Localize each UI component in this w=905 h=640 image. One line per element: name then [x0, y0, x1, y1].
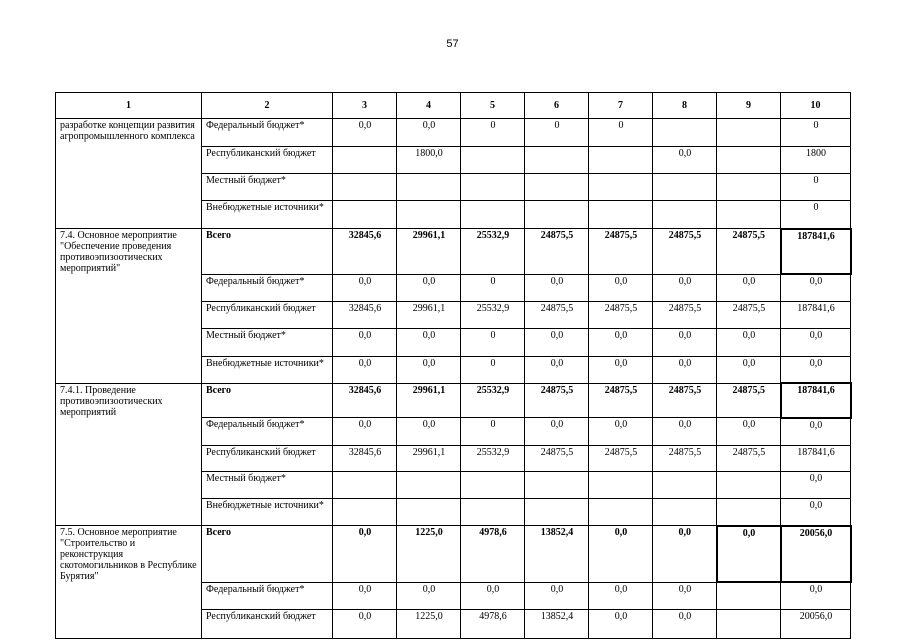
- value-cell: [333, 147, 397, 174]
- table-row: [56, 446, 851, 472]
- value-cell: 24875,5: [589, 446, 653, 472]
- activity-cell: 7.5. Основное мероприятие "Строительство и реконструкция скотомогильников в Республике Бурятия": [56, 526, 202, 583]
- column-header: 2: [202, 93, 333, 119]
- value-cell: 0,0: [653, 274, 717, 301]
- value-cell: 0,0: [589, 609, 653, 638]
- value-cell: [717, 609, 781, 638]
- funding-source-cell: Республиканский бюджет: [202, 301, 333, 328]
- value-cell: 24875,5: [525, 446, 589, 472]
- value-cell: 0,0: [397, 328, 461, 356]
- activity-cell: [56, 472, 202, 499]
- value-cell: 0,0: [653, 582, 717, 609]
- column-header: 5: [461, 93, 525, 119]
- table-row: [56, 472, 851, 499]
- value-cell: 0: [461, 418, 525, 446]
- value-cell: [461, 201, 525, 229]
- budget-table: [55, 92, 852, 639]
- value-cell: 1800: [781, 147, 851, 174]
- activity-cell: [56, 201, 202, 229]
- value-cell: 0,0: [333, 274, 397, 301]
- value-cell: 0,0: [525, 328, 589, 356]
- value-cell: 0,0: [653, 147, 717, 174]
- value-cell: 0,0: [653, 356, 717, 383]
- value-cell: 32845,6: [333, 301, 397, 328]
- value-cell: [589, 174, 653, 201]
- value-cell: 4978,6: [461, 526, 525, 583]
- table-row: [56, 356, 851, 383]
- table-row: [56, 328, 851, 356]
- value-cell: 13852,4: [525, 609, 589, 638]
- value-cell: 24875,5: [653, 229, 717, 275]
- value-cell: [589, 472, 653, 499]
- activity-cell: [56, 301, 202, 328]
- value-cell: 0,0: [717, 418, 781, 446]
- table-row: [56, 119, 851, 147]
- activity-cell: [56, 609, 202, 638]
- value-cell: [461, 472, 525, 499]
- funding-source-cell: Местный бюджет*: [202, 328, 333, 356]
- value-cell: [717, 582, 781, 609]
- value-cell: 13852,4: [525, 526, 589, 583]
- value-cell: 0,0: [589, 582, 653, 609]
- value-cell: 0,0: [461, 582, 525, 609]
- value-cell: 0,0: [589, 526, 653, 583]
- funding-source-cell: Федеральный бюджет*: [202, 274, 333, 301]
- activity-cell: 7.4.1. Проведение противоэпизоотических мероприятий: [56, 383, 202, 418]
- table-row: [56, 229, 851, 275]
- value-cell: [589, 499, 653, 526]
- value-cell: 0,0: [525, 274, 589, 301]
- value-cell: 24875,5: [653, 301, 717, 328]
- column-header: 8: [653, 93, 717, 119]
- funding-source-cell: Внебюджетные источники*: [202, 201, 333, 229]
- activity-cell: [56, 328, 202, 356]
- value-cell: 32845,6: [333, 229, 397, 275]
- value-cell: [333, 499, 397, 526]
- value-cell: 25532,9: [461, 383, 525, 418]
- value-cell: 24875,5: [525, 229, 589, 275]
- value-cell: 0: [461, 119, 525, 147]
- value-cell: 0,0: [717, 328, 781, 356]
- value-cell: [717, 499, 781, 526]
- value-cell: 0: [461, 356, 525, 383]
- funding-source-cell: Федеральный бюджет*: [202, 119, 333, 147]
- column-header: 3: [333, 93, 397, 119]
- activity-cell: [56, 499, 202, 526]
- funding-source-cell: Всего: [202, 526, 333, 583]
- column-header: 4: [397, 93, 461, 119]
- value-cell: [461, 174, 525, 201]
- value-cell: [717, 472, 781, 499]
- value-cell: 25532,9: [461, 229, 525, 275]
- value-cell: 0,0: [781, 328, 851, 356]
- value-cell: 0,0: [333, 119, 397, 147]
- value-cell: 20056,0: [781, 526, 851, 583]
- value-cell: 187841,6: [781, 301, 851, 328]
- value-cell: [653, 201, 717, 229]
- value-cell: 29961,1: [397, 229, 461, 275]
- value-cell: [525, 201, 589, 229]
- value-cell: 0,0: [525, 356, 589, 383]
- value-cell: 0,0: [397, 274, 461, 301]
- activity-cell: [56, 356, 202, 383]
- value-cell: [653, 174, 717, 201]
- value-cell: 24875,5: [589, 301, 653, 328]
- column-header: 1: [56, 93, 202, 119]
- value-cell: 0,0: [525, 418, 589, 446]
- value-cell: 0: [781, 201, 851, 229]
- value-cell: 20056,0: [781, 609, 851, 638]
- value-cell: 0,0: [525, 582, 589, 609]
- value-cell: [525, 472, 589, 499]
- value-cell: [397, 472, 461, 499]
- activity-cell: 7.4. Основное мероприятие "Обеспечение проведения противоэпизоотических мероприятий": [56, 229, 202, 275]
- funding-source-cell: Внебюджетные источники*: [202, 356, 333, 383]
- value-cell: 24875,5: [717, 229, 781, 275]
- value-cell: [525, 499, 589, 526]
- value-cell: 0,0: [333, 328, 397, 356]
- value-cell: [333, 472, 397, 499]
- value-cell: [461, 147, 525, 174]
- table-row: [56, 526, 851, 583]
- value-cell: 1225,0: [397, 526, 461, 583]
- value-cell: 0,0: [653, 609, 717, 638]
- value-cell: [653, 119, 717, 147]
- table-row: [56, 582, 851, 609]
- value-cell: [461, 499, 525, 526]
- value-cell: 32845,6: [333, 446, 397, 472]
- activity-cell: [56, 582, 202, 609]
- value-cell: 0,0: [781, 418, 851, 446]
- value-cell: 0,0: [781, 472, 851, 499]
- value-cell: 0,0: [333, 526, 397, 583]
- value-cell: 25532,9: [461, 301, 525, 328]
- activity-cell: [56, 446, 202, 472]
- activity-cell: [56, 274, 202, 301]
- value-cell: 32845,6: [333, 383, 397, 418]
- value-cell: [717, 147, 781, 174]
- value-cell: 0,0: [397, 582, 461, 609]
- value-cell: 24875,5: [717, 301, 781, 328]
- table-row: [56, 201, 851, 229]
- funding-source-cell: Федеральный бюджет*: [202, 418, 333, 446]
- value-cell: 0: [589, 119, 653, 147]
- value-cell: 0,0: [781, 356, 851, 383]
- value-cell: 24875,5: [525, 383, 589, 418]
- value-cell: [525, 147, 589, 174]
- value-cell: [717, 119, 781, 147]
- value-cell: 0,0: [781, 499, 851, 526]
- value-cell: [333, 174, 397, 201]
- value-cell: 1225,0: [397, 609, 461, 638]
- value-cell: 29961,1: [397, 383, 461, 418]
- column-header: 6: [525, 93, 589, 119]
- value-cell: 0,0: [781, 582, 851, 609]
- value-cell: 0: [461, 328, 525, 356]
- value-cell: 0,0: [653, 328, 717, 356]
- funding-source-cell: Республиканский бюджет: [202, 147, 333, 174]
- value-cell: 24875,5: [653, 446, 717, 472]
- table-row: [56, 418, 851, 446]
- value-cell: 0,0: [589, 274, 653, 301]
- funding-source-cell: Всего: [202, 229, 333, 275]
- table-row: [56, 499, 851, 526]
- value-cell: 0,0: [333, 418, 397, 446]
- value-cell: 24875,5: [653, 383, 717, 418]
- value-cell: 187841,6: [781, 383, 851, 418]
- value-cell: [717, 174, 781, 201]
- value-cell: 24875,5: [525, 301, 589, 328]
- value-cell: 0: [781, 174, 851, 201]
- value-cell: 187841,6: [781, 446, 851, 472]
- value-cell: 24875,5: [589, 383, 653, 418]
- activity-cell: [56, 174, 202, 201]
- table-row: [56, 383, 851, 418]
- value-cell: [333, 201, 397, 229]
- value-cell: 0,0: [717, 526, 781, 583]
- value-cell: [397, 499, 461, 526]
- value-cell: [589, 147, 653, 174]
- table-row: [56, 274, 851, 301]
- value-cell: 0,0: [653, 526, 717, 583]
- value-cell: 25532,9: [461, 446, 525, 472]
- value-cell: 0,0: [333, 609, 397, 638]
- value-cell: 1800,0: [397, 147, 461, 174]
- value-cell: 0: [781, 119, 851, 147]
- value-cell: 0,0: [397, 356, 461, 383]
- value-cell: [589, 201, 653, 229]
- page-number: 57: [446, 38, 459, 50]
- activity-cell: [56, 418, 202, 446]
- value-cell: 0,0: [717, 274, 781, 301]
- funding-source-cell: Республиканский бюджет: [202, 609, 333, 638]
- funding-source-cell: Местный бюджет*: [202, 174, 333, 201]
- value-cell: 29961,1: [397, 446, 461, 472]
- value-cell: 0,0: [333, 582, 397, 609]
- value-cell: 0,0: [781, 274, 851, 301]
- value-cell: 24875,5: [589, 229, 653, 275]
- funding-source-cell: Местный бюджет*: [202, 472, 333, 499]
- value-cell: [397, 174, 461, 201]
- activity-cell: [56, 147, 202, 174]
- column-header: 10: [781, 93, 851, 119]
- activity-cell: разработке концепции развития агропромышленного комплекса: [56, 119, 202, 147]
- value-cell: [397, 201, 461, 229]
- value-cell: 187841,6: [781, 229, 851, 275]
- value-cell: 0,0: [653, 418, 717, 446]
- value-cell: 0,0: [333, 356, 397, 383]
- value-cell: 0,0: [589, 418, 653, 446]
- column-header: 7: [589, 93, 653, 119]
- value-cell: 0: [461, 274, 525, 301]
- header-row: [56, 93, 851, 119]
- value-cell: [653, 499, 717, 526]
- funding-source-cell: Внебюджетные источники*: [202, 499, 333, 526]
- funding-source-cell: Республиканский бюджет: [202, 446, 333, 472]
- value-cell: [717, 201, 781, 229]
- value-cell: 0,0: [589, 328, 653, 356]
- value-cell: 4978,6: [461, 609, 525, 638]
- value-cell: 0: [525, 119, 589, 147]
- table-row: [56, 147, 851, 174]
- table-row: [56, 609, 851, 638]
- value-cell: 0,0: [717, 356, 781, 383]
- value-cell: 24875,5: [717, 446, 781, 472]
- value-cell: 29961,1: [397, 301, 461, 328]
- value-cell: 0,0: [397, 119, 461, 147]
- value-cell: [525, 174, 589, 201]
- value-cell: 24875,5: [717, 383, 781, 418]
- value-cell: 0,0: [397, 418, 461, 446]
- funding-source-cell: Федеральный бюджет*: [202, 582, 333, 609]
- table-row: [56, 301, 851, 328]
- funding-source-cell: Всего: [202, 383, 333, 418]
- column-header: 9: [717, 93, 781, 119]
- value-cell: [653, 472, 717, 499]
- table-row: [56, 174, 851, 201]
- value-cell: 0,0: [589, 356, 653, 383]
